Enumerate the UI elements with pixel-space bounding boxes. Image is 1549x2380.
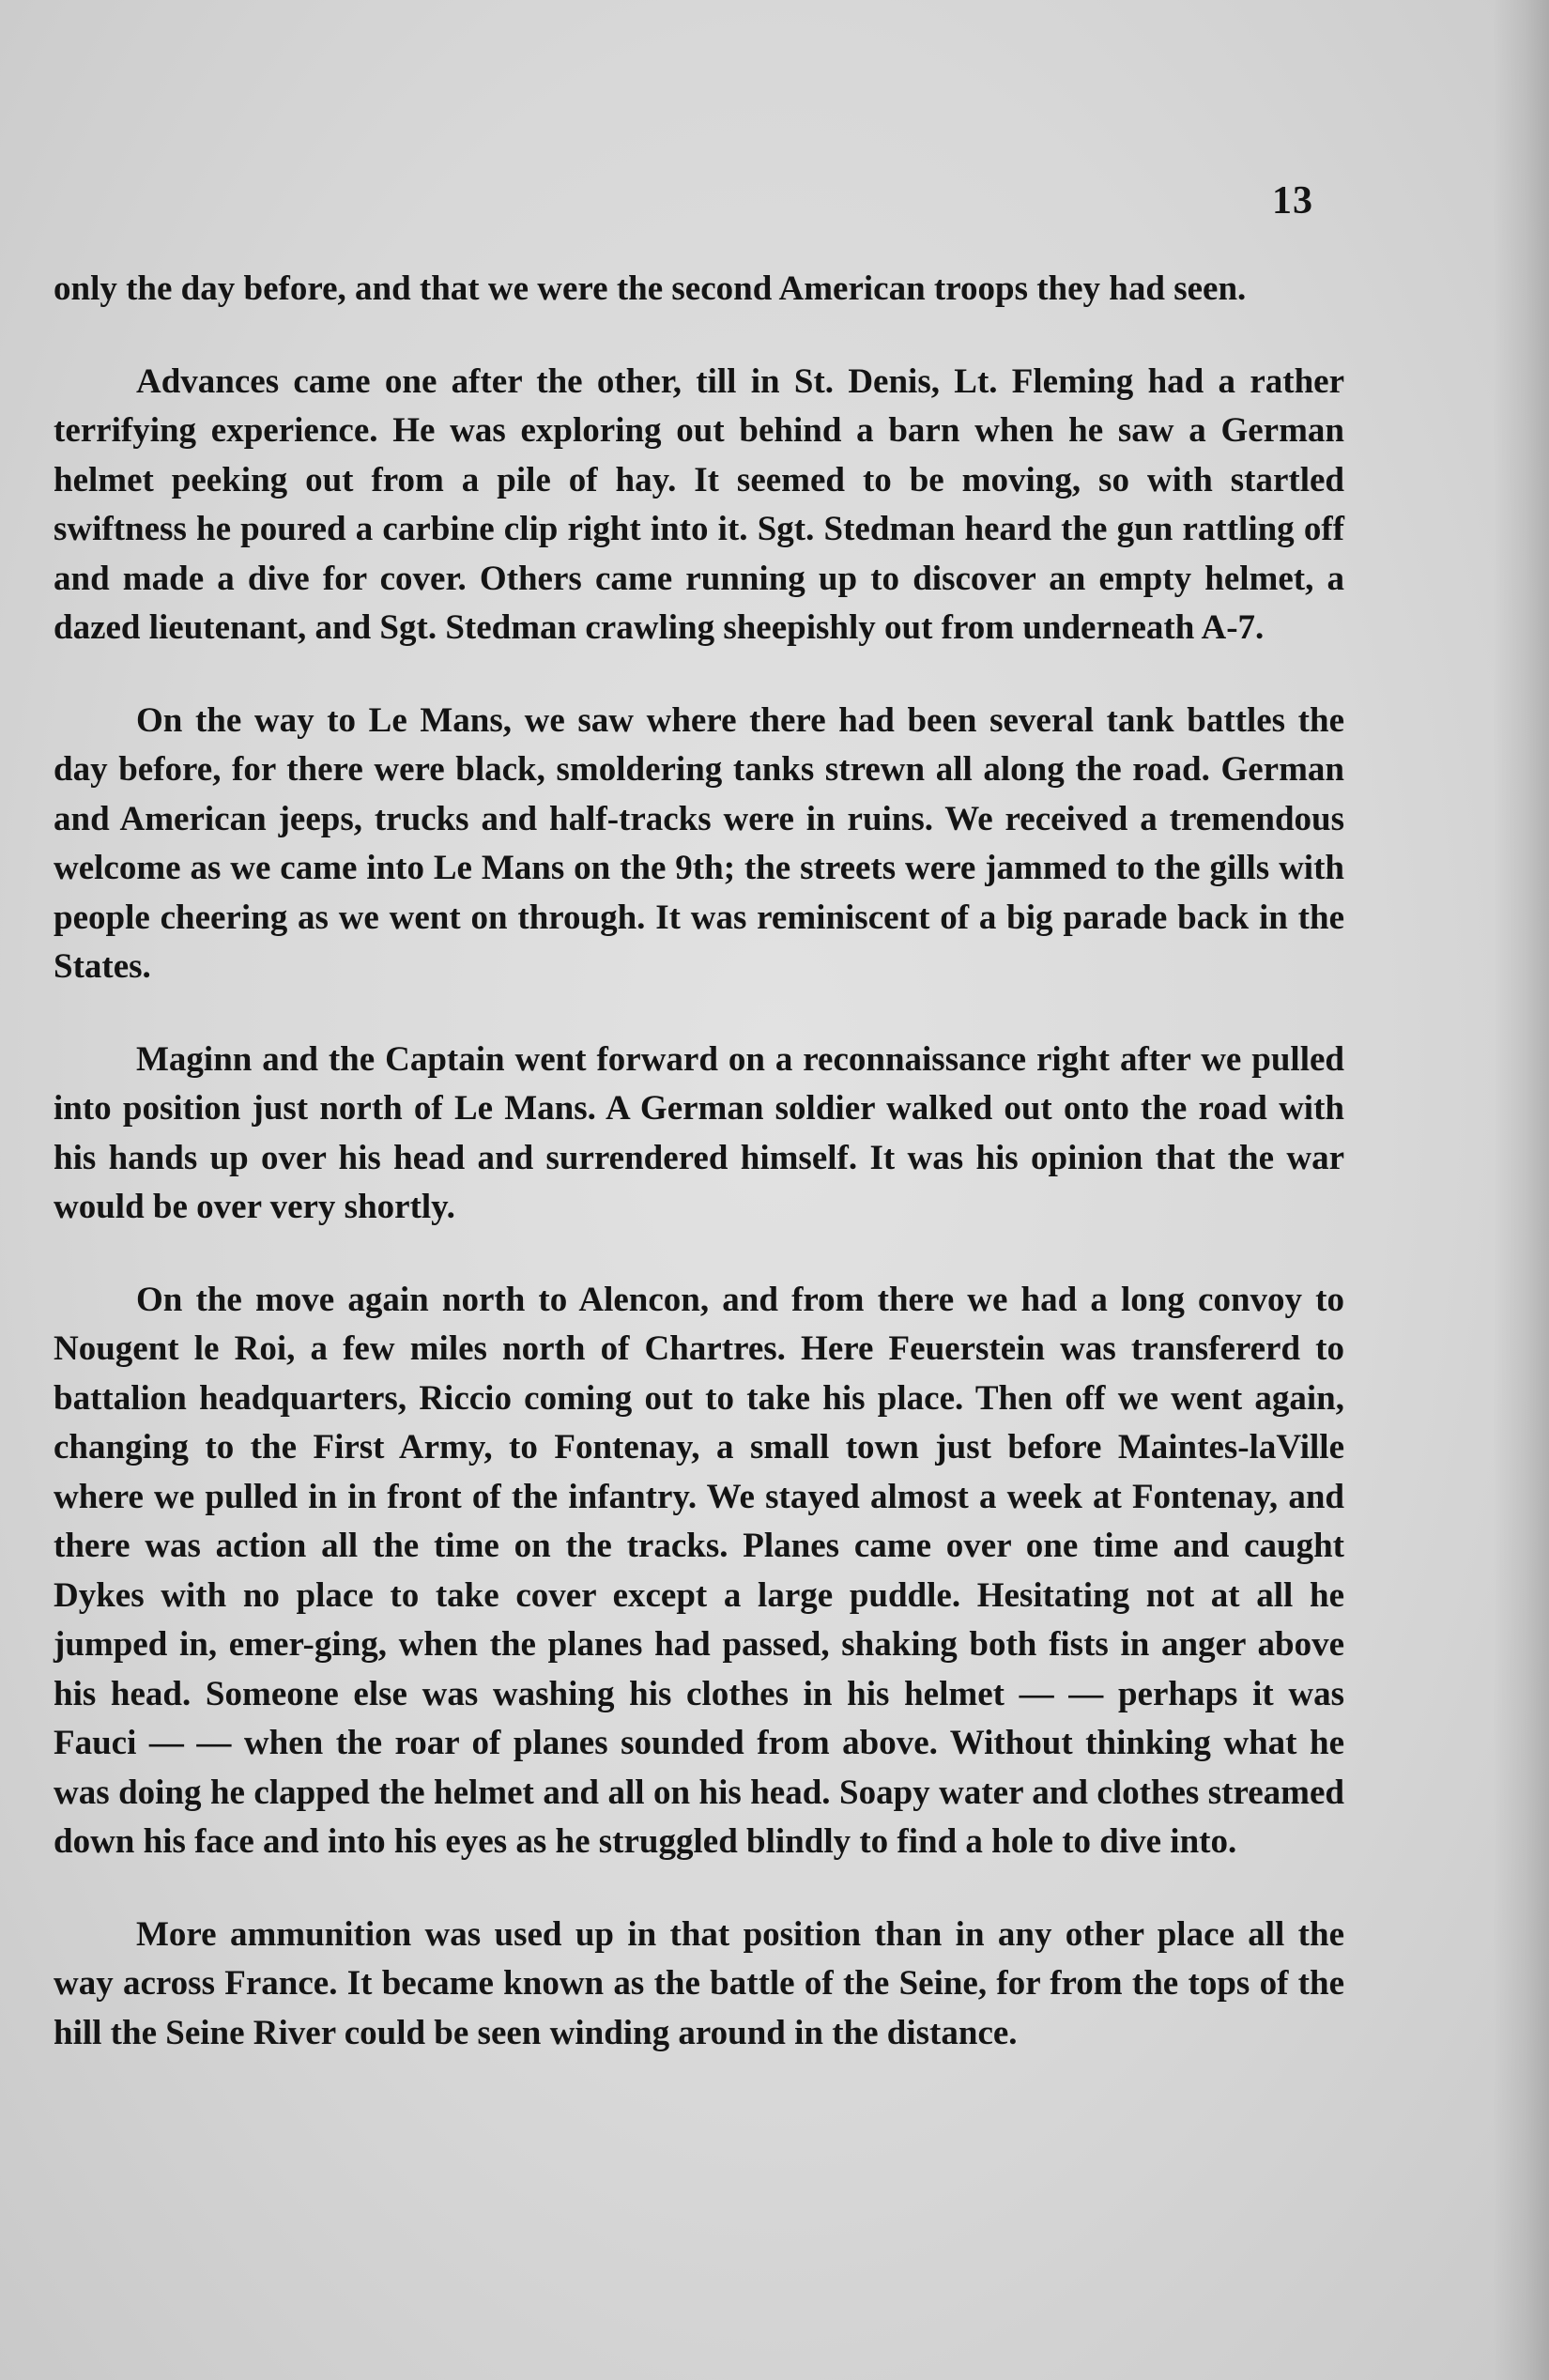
paragraph-st-denis: Advances came one after the other, till in St. Denis, Lt. Fleming had a rather terrifying experience. He was exploring out behind a barn when he saw a German helmet peeking out from a pile of hay. It seemed to be moving, so with startled swiftness he poured a carbine clip right into it. Sgt. Stedman heard the gun rattling off and made a dive for cover. Others came running up to discover an empty helmet, a dazed lieutenant, and Sgt. Stedman crawling sheepishly out from underneath A-7. bbox=[54, 361, 1344, 647]
paragraph-continuation: only the day before, and that we were the second American troops they had seen. bbox=[54, 269, 1247, 308]
paragraph-seine: More ammunition was used up in that position than in any other place all the way across France. It became known as the battle of the Seine, for from the tops of the hill the Seine River could be seen winding around in the distance. bbox=[54, 1914, 1344, 2052]
paragraph-le-mans: On the way to Le Mans, we saw where there had been several tank battles the day before, for there were black, smoldering tanks strewn all along the road. German and American jeeps, trucks and half-tracks were in ruins. We received a tremendous welcome as we came into Le Mans on the 9th; the streets were jammed to the gills with people cheering as we went on through. It was reminiscent of a big parade back in the States. bbox=[54, 700, 1344, 986]
page-text-body bbox=[54, 265, 1344, 2101]
page-number: 13 bbox=[1272, 179, 1313, 223]
paragraph-fontenay: On the move again north to Alencon, and from there we had a long convoy to Nougent le Roi, a few miles north of Chartres. Here Feuerstein was transfererd to battalion headquarters, Riccio coming out to take his place. Then off we went again, changing to the First Army, to Fontenay, a small town just before Maintes-laVille where we pulled in in front of the infantry. We stayed almost a week at Fontenay, and there was action all the time on the tracks. Planes came over one time and caught Dykes with no place to take cover except a large puddle. Hesitating not at all he jumped in, emer-ging, when the planes had passed, shaking both fists in anger above his head. Someone else was washing his clothes in his helmet — — perhaps it was Fauci — — when the roar of planes sounded from above. Without thinking what he was doing he clapped the helmet and all on his head. Soapy water and clothes streamed down his face and into his eyes as he struggled blindly to find a hole to dive into. bbox=[54, 1280, 1344, 1861]
paragraph-reconnaissance: Maginn and the Captain went forward on a reconnaissance right after we pulled into position just north of Le Mans. A German soldier walked out onto the road with his hands up over his head and surrendered himself. It was his opinion that the war would be over very shortly. bbox=[54, 1039, 1344, 1226]
page-edge-shadow bbox=[1493, 0, 1549, 2380]
